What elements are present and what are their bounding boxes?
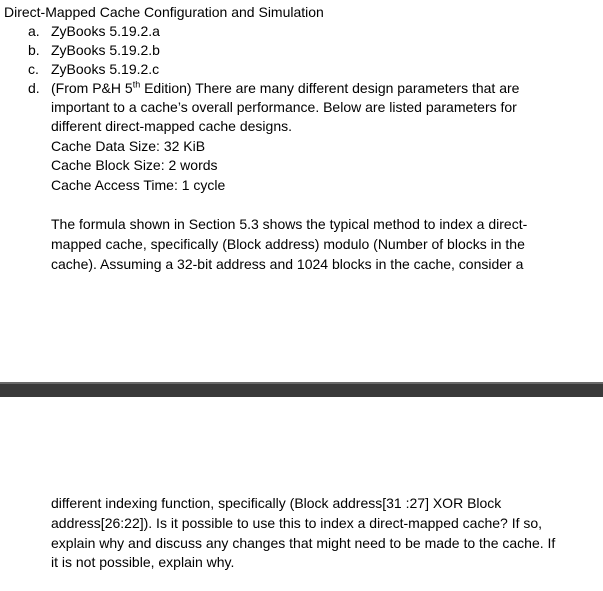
list-item-d-line-1-post: Edition) There are many different design parameters that are bbox=[140, 80, 520, 96]
paragraph-line: mapped cache, specifically (Block address) modulo (Number of blocks in the bbox=[51, 236, 525, 252]
list-marker-a: a. bbox=[28, 23, 40, 39]
document-title: Direct-Mapped Cache Configuration and Simulation bbox=[4, 4, 324, 20]
paragraph-line: address[26:22]). Is it possible to use this to index a direct-mapped cache? If so, bbox=[51, 515, 543, 531]
list-item-d-line-1-pre: (From P&H 5 bbox=[51, 80, 133, 96]
list-marker-d: d. bbox=[28, 80, 40, 96]
list-item-b: ZyBooks 5.19.2.b bbox=[51, 42, 160, 58]
cache-access-time: Cache Access Time: 1 cycle bbox=[51, 177, 226, 193]
paragraph-line: explain why and discuss any changes that might need to be made to the cache. If bbox=[51, 535, 556, 551]
list-item-c: ZyBooks 5.19.2.c bbox=[51, 61, 160, 77]
paragraph-line: different indexing function, specifically (Block address[31 :27] XOR Block bbox=[51, 495, 502, 511]
list-item-d-line-3: different direct-mapped cache designs. bbox=[51, 118, 292, 134]
list-item-d-line-1 bbox=[51, 79, 519, 98]
page-break-divider bbox=[0, 382, 603, 397]
paragraph-line: cache). Assuming a 32-bit address and 1024 blocks in the cache, consider a bbox=[51, 256, 524, 272]
cache-block-size: Cache Block Size: 2 words bbox=[51, 157, 218, 173]
list-marker-b: b. bbox=[28, 42, 40, 58]
cache-data-size: Cache Data Size: 32 KiB bbox=[51, 138, 206, 154]
list-marker-c: c. bbox=[28, 61, 39, 77]
list-item-d-line-2: important to a cache’s overall performance. Below are listed parameters for bbox=[51, 99, 517, 115]
list-item-a: ZyBooks 5.19.2.a bbox=[51, 23, 160, 39]
paragraph-line: it is not possible, explain why. bbox=[51, 554, 235, 570]
paragraph-line: The formula shown in Section 5.3 shows the typical method to index a direct- bbox=[51, 216, 528, 232]
superscript-th: th bbox=[132, 79, 141, 90]
